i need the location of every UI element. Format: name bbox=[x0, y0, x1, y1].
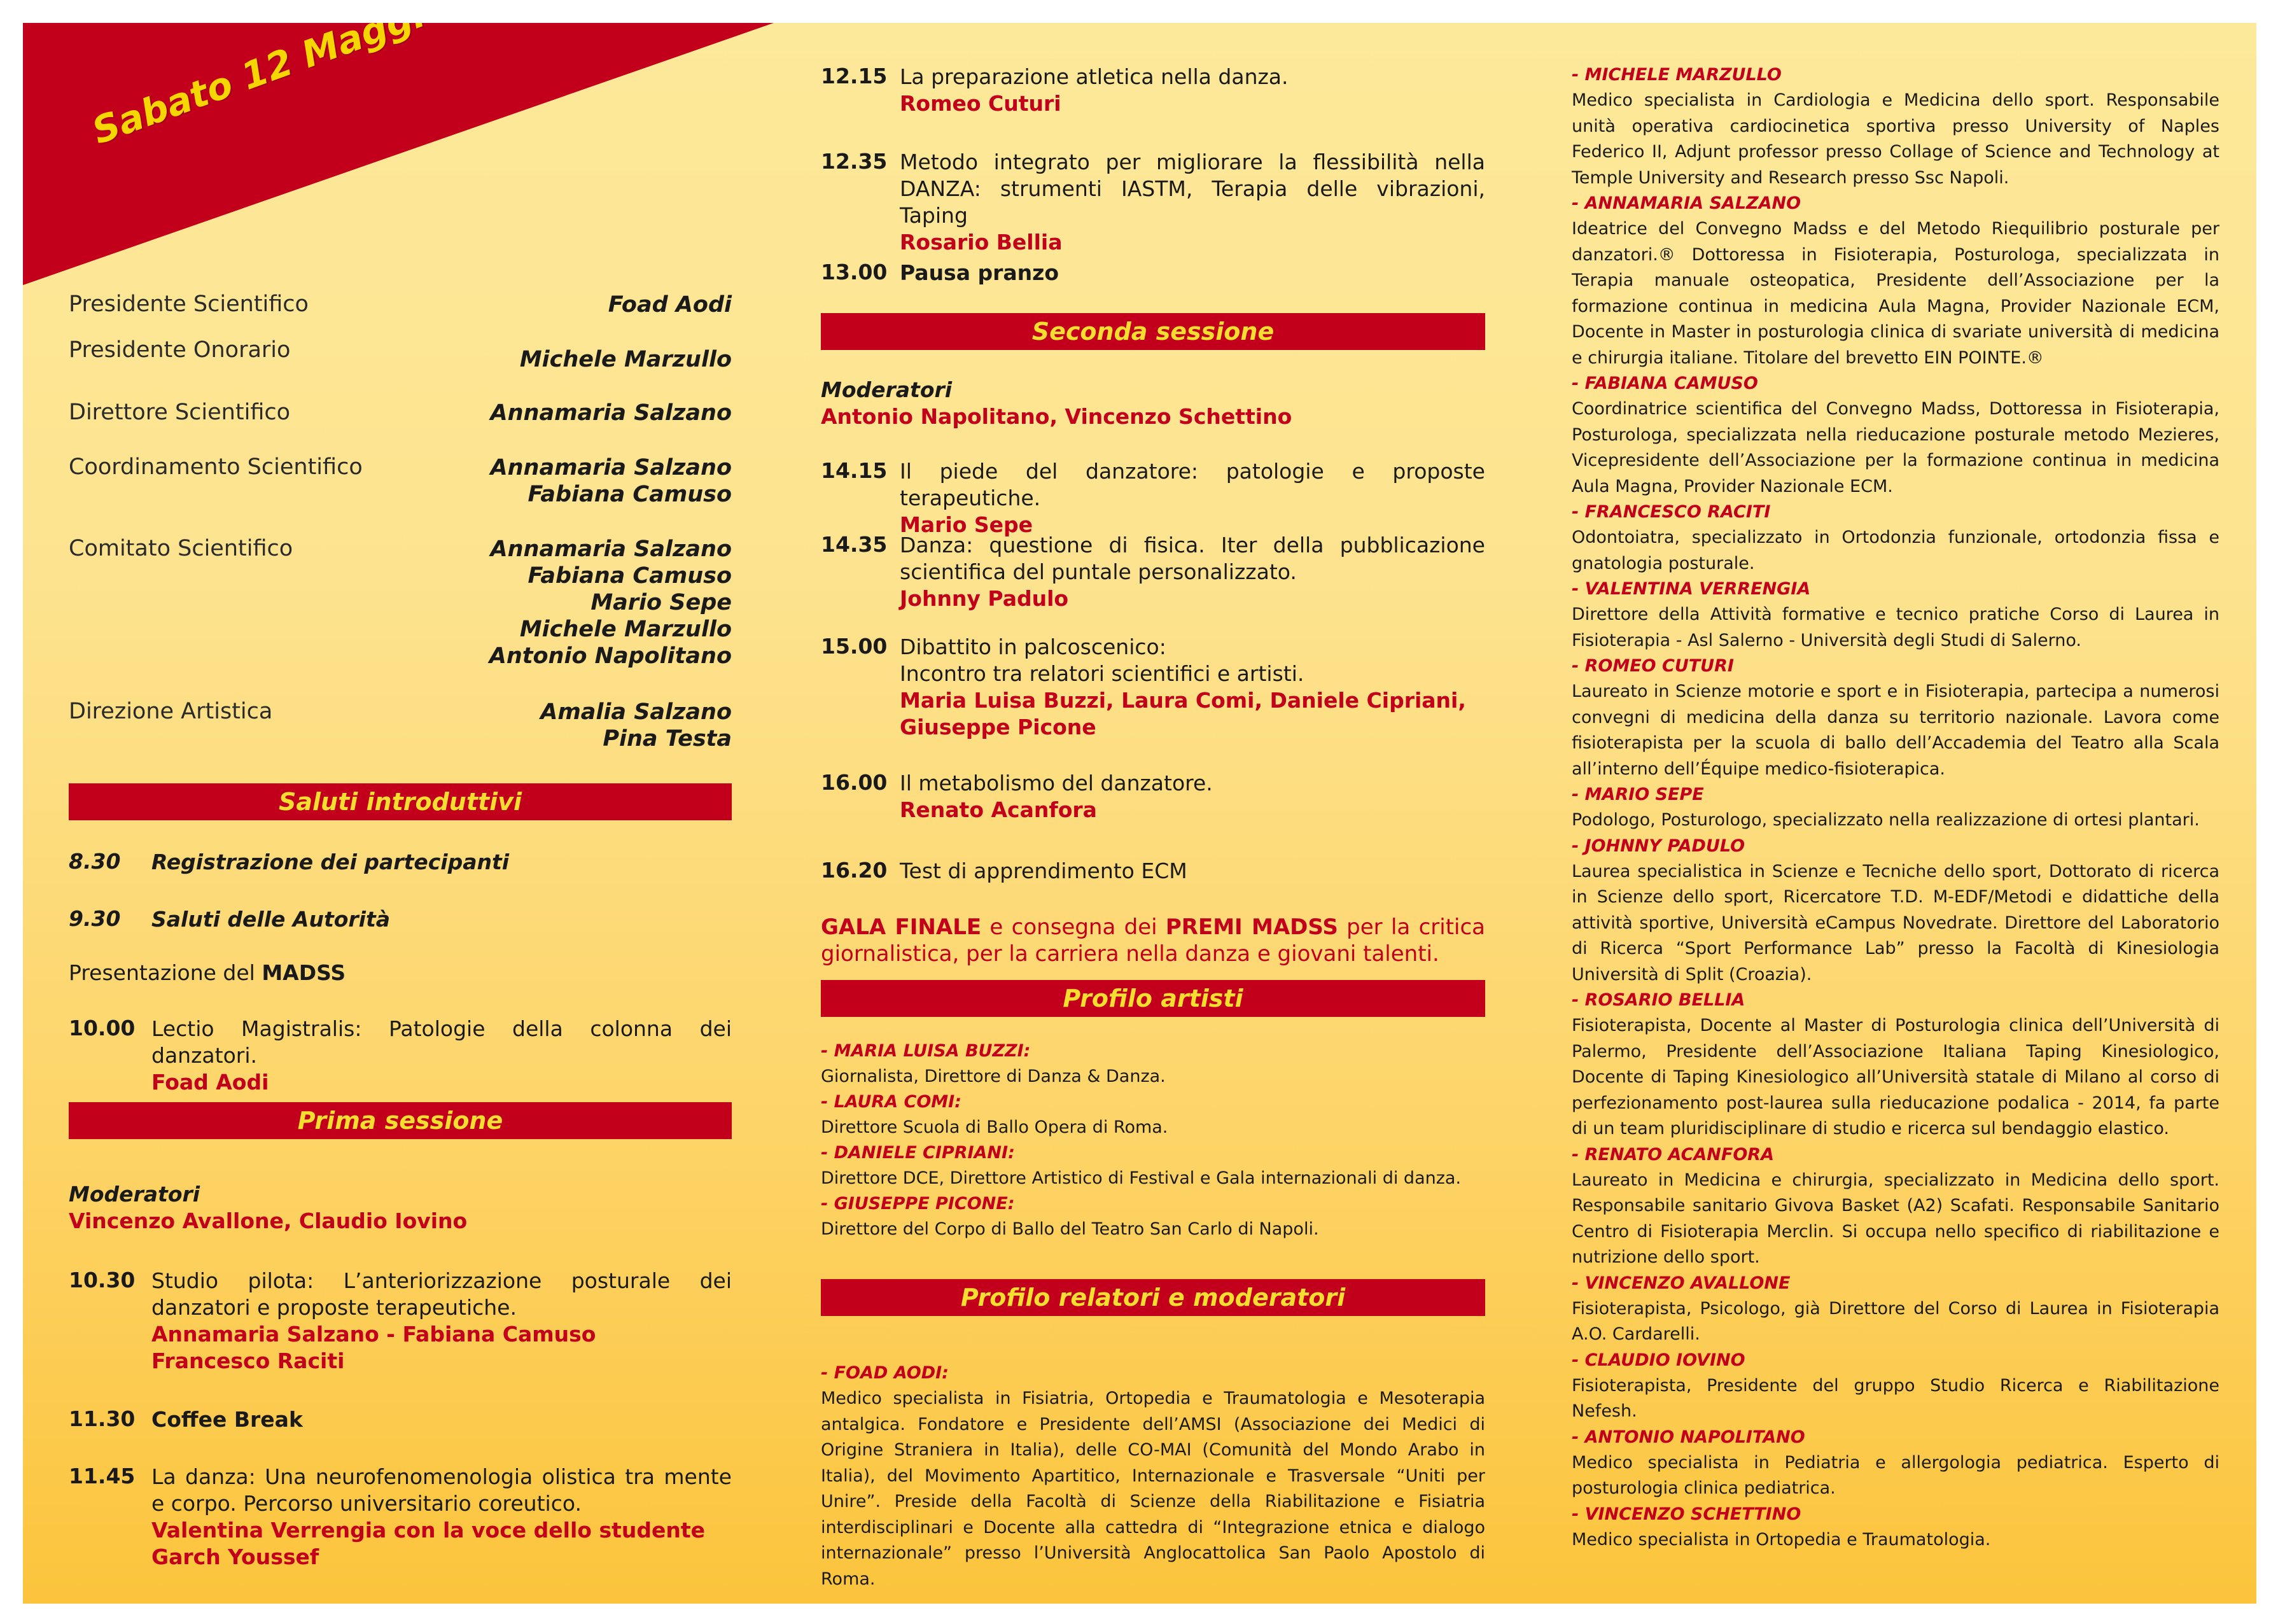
committee-names: Amalia Salzano Pina Testa bbox=[540, 699, 732, 752]
schedule-speakers: Johnny Padulo bbox=[900, 586, 1069, 611]
schedule-time: 15.00 bbox=[821, 634, 888, 659]
schedule-item bbox=[69, 1268, 732, 1375]
artist-name: - GIUSEPPE PICONE: bbox=[821, 1194, 1015, 1214]
schedule-speakers: Maria Luisa Buzzi, Laura Comi, Daniele Cipriani, Giuseppe Picone bbox=[900, 688, 1466, 739]
speaker-description: Coordinatrice scientifica del Convegno Madss, Dottoressa in Fisioterapia, Posturologa, specializzata nella rieducazione posturale metodo Mezieres, Vicepresidente dell’Associazione per la formazione continua in medicina Aula Magna, Provider Nazionale ECM. bbox=[1572, 399, 2219, 496]
speaker-description: Fisioterapista, Presidente del gruppo Studio Ricerca e Riabilitazione Nefesh. bbox=[1572, 1375, 2219, 1421]
schedule-text-block bbox=[900, 770, 1485, 823]
speaker-name: - ANTONIO NAPOLITANO bbox=[1572, 1427, 1805, 1447]
schedule-time: 10.00 bbox=[69, 1016, 136, 1040]
schedule-item bbox=[69, 906, 732, 933]
speaker-description: Medico specialista in Pediatria e allergologia pediatrica. Esperto di posturologia clinica pediatrica. bbox=[1572, 1452, 2219, 1498]
committee-names: Annamaria Salzano Fabiana Camuso bbox=[490, 455, 732, 507]
speaker-name: - FRANCESCO RACITI bbox=[1572, 502, 1771, 522]
schedule-text: Registrazione dei partecipanti bbox=[151, 850, 510, 874]
schedule-speakers: Annamaria Salzano - Fabiana Camuso Francesco Raciti bbox=[151, 1322, 596, 1373]
section-header-artisti: Profilo artisti bbox=[821, 980, 1485, 1017]
schedule-text: Danza: questione di fisica. Iter della pubblicazione scientifica del puntale personalizzato. bbox=[900, 533, 1485, 584]
schedule-time: 11.45 bbox=[69, 1464, 136, 1488]
brochure-page bbox=[23, 23, 2256, 1604]
speaker-name: - CLAUDIO IOVINO bbox=[1572, 1350, 1745, 1370]
moderators-label: Moderatori bbox=[821, 377, 953, 402]
committee-row bbox=[69, 337, 732, 372]
committee-role: Direttore Scientifico bbox=[69, 400, 291, 425]
speaker-description: Laureato in Scienze motorie e sport e in Fisioterapia, partecipa a numerosi convegni di medicina della danza su territorio nazionale. Lavora come fisioterapista per la scuola di ballo dell’Accademia del Teatro alla Scala all’interno dell’Équipe medico-fisioterapica. bbox=[1572, 682, 2219, 779]
artist-profiles bbox=[821, 1039, 1485, 1242]
date-banner bbox=[23, 23, 774, 285]
schedule-time: 14.35 bbox=[821, 532, 888, 557]
schedule-time: 10.30 bbox=[69, 1268, 136, 1292]
committee-row bbox=[69, 291, 732, 318]
schedule-text-block bbox=[900, 149, 1485, 256]
speaker-name: - MICHELE MARZULLO bbox=[1572, 65, 1782, 85]
speaker-name: - JOHNNY PADULO bbox=[1572, 836, 1745, 856]
schedule-time: 14.15 bbox=[821, 458, 888, 483]
speaker-description: Medico specialista in Ortopedia e Traumatologia. bbox=[1572, 1529, 1991, 1550]
speaker-description: Podologo, Posturologo, specializzato nella realizzazione di ortesi plantari. bbox=[1572, 810, 2200, 830]
moderators-names: Vincenzo Avallone, Claudio Iovino bbox=[69, 1208, 468, 1233]
schedule-item bbox=[821, 458, 1485, 537]
committee-row bbox=[69, 699, 732, 752]
speaker-name: - RENATO ACANFORA bbox=[1572, 1144, 1774, 1165]
speaker-description: Ideatrice del Convegno Madss e del Metodo Riequilibrio posturale per danzatori.® Dottoressa in Fisioterapia, Posturologa, specializzata in Terapia manuale osteopatica, Presidente dell’Associazione per la formazione continua in medicina Aula Magna, Provider Nazionale ECM, Docente in Master in posturologia clinica di svariate università di medicina e chirurgia italiane. Titolare del brevetto EIN POINTE.® bbox=[1572, 219, 2219, 368]
schedule-text: Il piede del danzatore: patologie e proposte terapeutiche. bbox=[900, 459, 1485, 510]
section-header-seconda: Seconda sessione bbox=[821, 313, 1485, 350]
schedule-item bbox=[821, 770, 1485, 825]
speaker-name: - FABIANA CAMUSO bbox=[1572, 374, 1758, 393]
schedule-text-block bbox=[900, 634, 1485, 741]
speaker-profile-aodi bbox=[821, 1361, 1485, 1592]
schedule-text: Dibattito in palcoscenico: Incontro tra relatori scientifici e artisti. bbox=[900, 634, 1304, 686]
speaker-name: - VINCENZO AVALLONE bbox=[1572, 1273, 1791, 1293]
schedule-time: 16.20 bbox=[821, 858, 888, 883]
presentation-madss: MADSS bbox=[262, 960, 346, 985]
schedule-speakers: Mario Sepe bbox=[900, 512, 1033, 537]
speaker-description: Laurea specialistica in Scienze e Tecniche dello sport, Dottorato di ricerca in Scienze dello sport, Ricercatore T.D. M-EDF/Metodi e didattiche della attività sportive, Università eCampus Novedrate. Direttore del Laboratorio di Ricerca “Sport Performance Lab” presso la Facoltà di Kinesiologia Università di Split (Croazia). bbox=[1572, 861, 2219, 984]
schedule-item bbox=[821, 858, 1485, 885]
committee-row bbox=[69, 454, 732, 508]
schedule-item bbox=[821, 532, 1485, 613]
gala-connector: e consegna dei bbox=[981, 914, 1166, 940]
speaker-name: - VALENTINA VERRENGIA bbox=[1572, 579, 1811, 599]
schedule-time: 12.15 bbox=[821, 64, 888, 88]
artist-description: Direttore Scuola di Ballo Opera di Roma. bbox=[821, 1117, 1168, 1137]
schedule-text: Saluti delle Autorità bbox=[151, 907, 391, 932]
speaker-name: - MARIO SEPE bbox=[1572, 785, 1704, 804]
schedule-text: Studio pilota: L’anteriorizzazione posturale dei danzatori e proposte terapeutiche. bbox=[151, 1268, 732, 1320]
speaker-name: - ROMEO CUTURI bbox=[1572, 656, 1734, 676]
speaker-description: Fisioterapista, Docente al Master di Posturologia clinica dell’Università di Palermo, Presidente dell’Associazione Italiana Taping Kinesiologico, Docente di Taping Kinesiologico all’Università statale di Milano al corso di perfezionamento post-laurea sulla rieducazione podalica - 2014, fa parte di un team pluridisciplinare di studio e ricerca sul bendaggio elastico. bbox=[1572, 1016, 2219, 1138]
schedule-text: La danza: Una neurofenomenologia olistica tra mente e corpo. Percorso universitario coreutico. bbox=[151, 1464, 732, 1516]
speaker-name: - FOAD AODI: bbox=[821, 1363, 949, 1383]
speaker-name: - ANNAMARIA SALZANO bbox=[1572, 193, 1801, 213]
artist-name: - MARIA LUISA BUZZI: bbox=[821, 1041, 1031, 1061]
committee-row bbox=[69, 536, 732, 669]
gala-description: per la critica giornalistica, per la carriera nella danza e giovani talenti. bbox=[821, 914, 1485, 967]
schedule-text: Lectio Magistralis: Patologie della colonna dei danzatori. bbox=[151, 1016, 732, 1068]
committee-names: Annamaria Salzano bbox=[490, 400, 732, 426]
schedule-text: Il metabolismo del danzatore. bbox=[900, 771, 1213, 795]
schedule-item bbox=[821, 260, 1485, 286]
schedule-time: 8.30 bbox=[69, 849, 121, 874]
schedule-time: 9.30 bbox=[69, 906, 121, 931]
artist-description: Giornalista, Direttore di Danza & Danza. bbox=[821, 1067, 1166, 1086]
artist-description: Direttore DCE, Direttore Artistico di Festival e Gala internazionali di danza. bbox=[821, 1168, 1462, 1188]
schedule-text-block bbox=[900, 532, 1485, 612]
schedule-text-block bbox=[900, 64, 1485, 117]
presentation-prefix: Presentazione del bbox=[69, 960, 262, 985]
section-header-saluti: Saluti introduttivi bbox=[69, 783, 732, 820]
premi-madss-label: PREMI MADSS bbox=[1165, 914, 1338, 940]
speaker-description: Fisioterapista, Psicologo, già Direttore del Corso di Laurea in Fisioterapia A.O. Cardarelli. bbox=[1572, 1298, 2219, 1344]
schedule-speakers: Romeo Cuturi bbox=[900, 91, 1061, 116]
schedule-text: Metodo integrato per migliorare la flessibilità nella DANZA: strumenti IASTM, Terapia delle vibrazioni, Taping bbox=[900, 150, 1485, 228]
schedule-speakers: Foad Aodi bbox=[151, 1070, 269, 1095]
committee-names: Michele Marzullo bbox=[519, 347, 732, 372]
schedule-time: 11.30 bbox=[69, 1406, 136, 1431]
committee-names: Annamaria Salzano Fabiana Camuso Mario Sepe Michele Marzullo Antonio Napolitano bbox=[489, 536, 732, 669]
committee-role: Comitato Scientifico bbox=[69, 536, 293, 561]
schedule-time: 13.00 bbox=[821, 260, 888, 284]
schedule-speakers: Valentina Verrengia con la voce dello studente Garch Youssef bbox=[151, 1518, 706, 1569]
schedule-text: La preparazione atletica nella danza. bbox=[900, 64, 1289, 89]
speaker-description: Laureato in Medicina e chirurgia, specializzato in Medicina dello sport. Responsabile sanitario Givova Basket (A2) Scafati. Responsabile Sanitario Centro di Fisioterapia Merclin. Si occupa nello specifico di riabilitazione e nutrizione dello sport. bbox=[1572, 1170, 2219, 1267]
speaker-description: Medico specialista in Fisiatria, Ortopedia e Traumatologia e Mesoterapia antalgica. Fondatore e Presidente dell’AMSI (Associazione dei Medici di Origine Straniera in Italia), delle CO-MAI (Comunità del Mondo Arabo in Italia), del Movimento Apartitico, Internazionale e Trasversale “Uniti per Unire”. Preside della Facoltà di Scienze della Riabilitazione e Fisiatria interdisciplinari e Docente alla cattedra di “Integrazione etnica e dialogo internazionale” presso l’Università Anglocattolica San Paolo Apostolo di Roma. bbox=[821, 1389, 1485, 1589]
speaker-description: Odontoiatra, specializzato in Ortodonzia funzionale, ortodonzia fissa e gnatologia posturale. bbox=[1572, 528, 2219, 573]
schedule-time: 16.00 bbox=[821, 770, 888, 795]
schedule-text-block bbox=[900, 458, 1485, 538]
schedule-item bbox=[821, 64, 1485, 118]
artist-description: Direttore del Corpo di Ballo del Teatro San Carlo di Napoli. bbox=[821, 1219, 1319, 1239]
schedule-speakers: Renato Acanfora bbox=[900, 797, 1097, 822]
madss-presentation bbox=[69, 960, 346, 986]
schedule-item bbox=[821, 149, 1485, 255]
gala-finale-label: GALA FINALE bbox=[821, 914, 982, 940]
speaker-description: Medico specialista in Cardiologia e Medicina dello sport. Responsabile unità operativa cardiocinetica sportiva presso University of Naples Federico II, Adjunt professor presso Collage of Science and Technology at Temple University and Research presso Ssc Napoli. bbox=[1572, 90, 2219, 188]
section-header-prima: Prima sessione bbox=[69, 1102, 732, 1139]
speaker-name: - ROSARIO BELLIA bbox=[1572, 990, 1745, 1010]
schedule-text: Test di apprendimento ECM bbox=[900, 858, 1187, 883]
schedule-item bbox=[69, 1406, 732, 1433]
committee-role: Presidente Onorario bbox=[69, 337, 291, 363]
schedule-item bbox=[69, 1464, 732, 1571]
moderators-names: Antonio Napolitano, Vincenzo Schettino bbox=[821, 404, 1292, 429]
section-header-relatori: Profilo relatori e moderatori bbox=[821, 1279, 1485, 1316]
committee-names: Foad Aodi bbox=[608, 292, 732, 318]
schedule-speakers: Rosario Bellia bbox=[900, 230, 1063, 255]
schedule-time: 12.35 bbox=[821, 149, 888, 174]
committee-row bbox=[69, 400, 732, 426]
schedule-text: Pausa pranzo bbox=[900, 260, 1059, 285]
schedule-text-block bbox=[151, 1016, 732, 1096]
schedule-text-block bbox=[151, 1464, 732, 1571]
artist-name: - DANIELE CIPRIANI: bbox=[821, 1143, 1015, 1163]
schedule-item bbox=[69, 1016, 732, 1095]
artist-name: - LAURA COMI: bbox=[821, 1092, 961, 1112]
moderators-label: Moderatori bbox=[69, 1182, 200, 1207]
schedule-text-block bbox=[151, 1268, 732, 1375]
speaker-profile-list bbox=[1572, 62, 2219, 1553]
speaker-name: - VINCENZO SCHETTINO bbox=[1572, 1504, 1801, 1524]
committee-role: Direzione Artistica bbox=[69, 699, 273, 724]
schedule-item bbox=[821, 634, 1485, 741]
gala-finale-note bbox=[821, 914, 1485, 967]
committee-role: Presidente Scientifico bbox=[69, 291, 309, 317]
schedule-item bbox=[69, 849, 732, 876]
committee-role: Coordinamento Scientifico bbox=[69, 454, 363, 480]
schedule-text: Coffee Break bbox=[151, 1407, 303, 1432]
speaker-description: Direttore della Attività formative e tecnico pratiche Corso di Laurea in Fisioterapia - Asl Salerno - Università degli Studi di Salerno. bbox=[1572, 605, 2219, 650]
